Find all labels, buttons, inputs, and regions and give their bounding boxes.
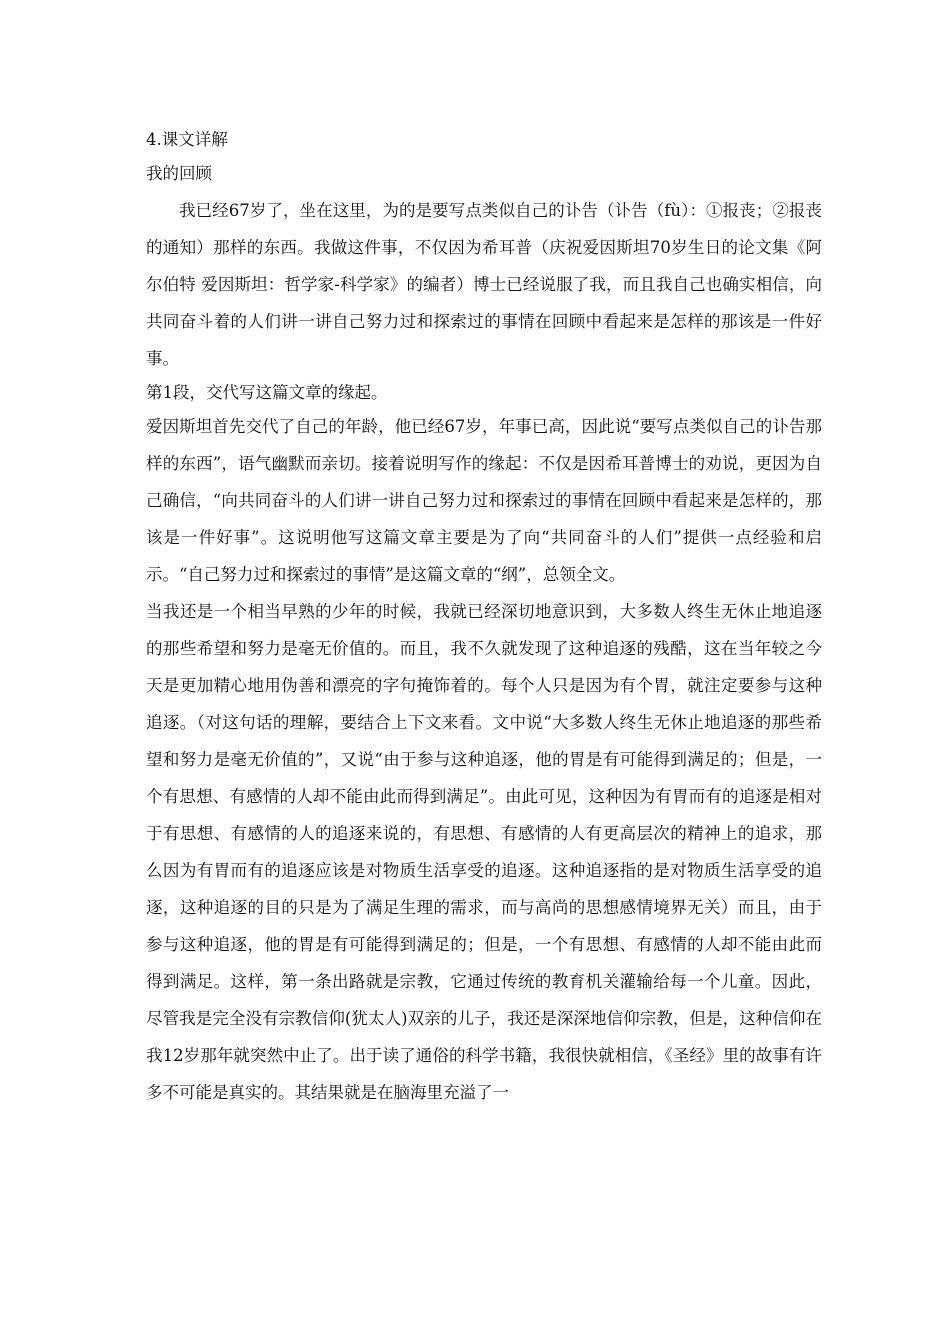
section-heading: 4.课文详解 — [146, 130, 228, 149]
article-title: 我的回顾 — [146, 164, 212, 183]
article-paragraph-1: 我已经67岁了，坐在这里，为的是要写点类似自己的讣告（讣告（fù）：①报丧；②报丧的通知）那样的东西。我做这件事，不仅因为希耳普（庆祝爱因斯坦70岁生日的论文集《阿尔伯特 爱因斯坦：哲学家-科学家》的编者）博士已经说服了我，而且我自己也确实相信，向共同奋斗着的人们讲一讲自己努力过和探索过的事情在回顾中看起来是怎样的那该是一件好事。 — [146, 201, 822, 368]
annotation-summary: 第1段，交代写这篇文章的缘起。 — [146, 383, 388, 402]
article-paragraph-2: 当我还是一个相当早熟的少年的时候，我就已经深切地意识到，大多数人终生无休止地追逐的那些希望和努力是毫无价值的。而且，我不久就发现了这种追逐的残酷，这在当年较之今天是更加精心地用伪善和漂亮的字句掩饰着的。每个人只是因为有个胃，就注定要参与这种追逐。（对这句话的理解，要结合上下文来看。文中说“大多数人终生无休止地追逐的那些希望和努力是毫无价值的”，又说“由于参与这种追逐，他的胃是有可能得到满足的；但是，一个有思想、有感情的人却不能由此而得到满足”。由此可见，这种因为有胃而有的追逐是相对于有思想、有感情的人的追逐来说的，有思想、有感情的人有更高层次的精神上的追求，那么因为有胃而有的追逐应该是对物质生活享受的追逐。这种追逐指的是对物质生活享受的追逐，这种追逐的目的只是为了满足生理的需求，而与高尚的思想感情境界无关）而且，由于参与这种追逐，他的胃是有可能得到满足的；但是，一个有思想、有感情的人却不能由此而得到满足。这样，第一条出路就是宗教，它通过传统的教育机关灌输给每一个儿童。因此，尽管我是完全没有宗教信仰(犹太人)双亲的儿子，我还是深深地信仰宗教，但是，这种信仰在我12岁那年就突然中止了。出于读了通俗的科学书籍，我很快就相信，《圣经》里的故事有许多不可能是真实的。其结果就是在脑海里充溢了一 — [146, 602, 822, 1102]
document-body — [146, 124, 822, 1111]
annotation-paragraph: 爱因斯坦首先交代了自己的年龄，他已经67岁，年事已高，因此说“要写点类似自己的讣告那样的东西”，语气幽默而亲切。接着说明写作的缘起：不仅是因希耳普博士的劝说，更因为自己确信，“向共同奋斗的人们讲一讲自己努力过和探索过的事情在回顾中看起来是怎样的，那该是一件好事”。这说明他写这篇文章主要是为了向“共同奋斗的人们”提供一点经验和启示。“自己努力过和探索过的事情”是这篇文章的“纲”，总领全文。 — [146, 417, 822, 584]
